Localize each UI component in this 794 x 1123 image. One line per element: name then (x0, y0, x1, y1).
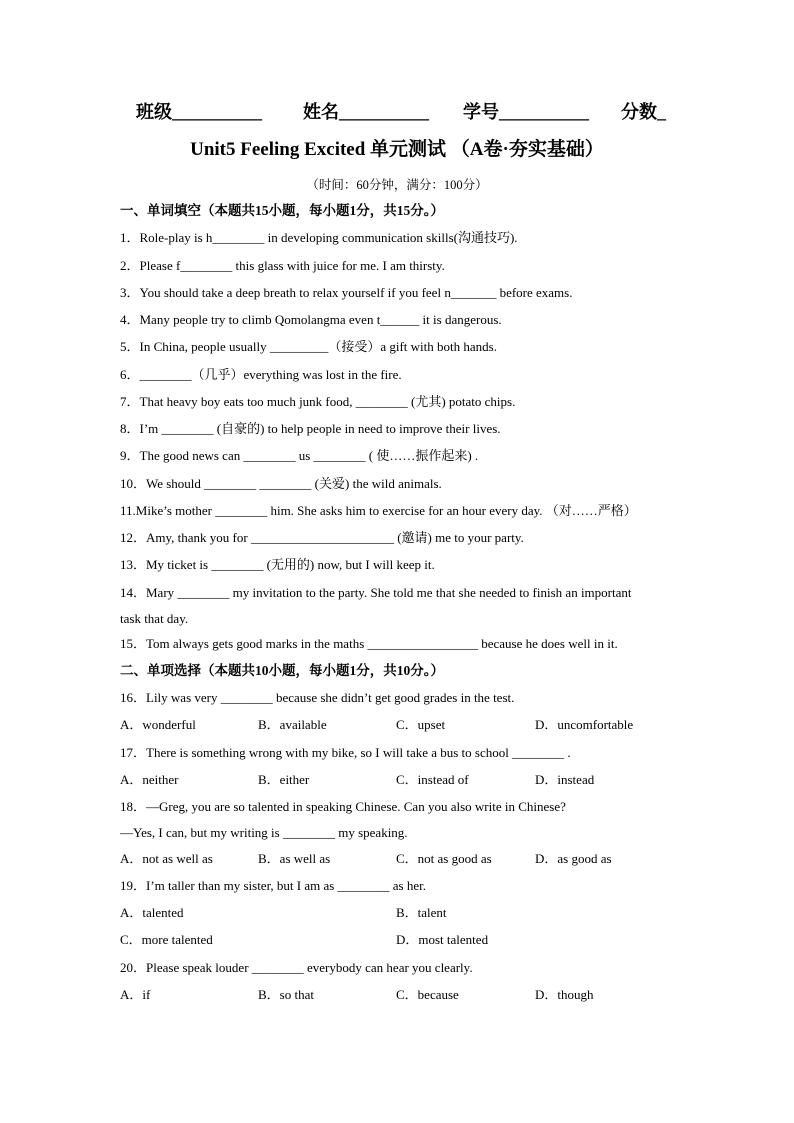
question-14-continued: task that day. (120, 611, 189, 626)
question-3: 3．You should take a deep breath to relax yourself if you feel n_______ before exams. (120, 285, 573, 300)
question-20-option-c: C．because (396, 987, 459, 1002)
question-16-option-d: D．uncomfortable (535, 717, 634, 732)
question-1: 1．Role-play is h________ in developing communication skills(沟通技巧). (120, 230, 518, 245)
exam-time-note: （时间：60分钟，满分：100分） (306, 178, 488, 192)
section1-heading: 一、单词填空（本题共15小题，每小题1分，共15分。） (120, 203, 444, 218)
question-19-option-b: B．talent (396, 905, 447, 920)
question-16-stem: 16．Lily was very ________ because she didn’t get good grades in the test. (120, 690, 515, 705)
question-15: 15．Tom always gets good marks in the maths _________________ because he does well in it. (120, 636, 618, 651)
question-18-option-c: C．not as good as (396, 851, 492, 866)
question-11: 11.Mike’s mother ________ him. She asks him to exercise for an hour every day. （对……严格） (120, 503, 637, 518)
question-9: 9．The good news can ________ us ________ ( 使……振作起来) . (120, 448, 479, 463)
page-title: Unit5 Feeling Excited 单元测试 （A卷·夯实基础） (190, 139, 604, 160)
question-5: 5．In China, people usually _________（接受）a gift with both hands. (120, 339, 497, 354)
question-19-option-a: A．talented (120, 905, 184, 920)
question-20-option-a: A．if (120, 987, 151, 1002)
section2-heading: 二、单项选择（本题共10小题，每小题1分，共10分。） (120, 663, 444, 678)
question-7: 7．That heavy boy eats too much junk food, ________ (尤其) potato chips. (120, 394, 516, 409)
question-12: 12．Amy, thank you for ______________________ (邀请) me to your party. (120, 530, 524, 545)
question-17-option-c: C．instead of (396, 772, 469, 787)
question-18-option-d: D．as good as (535, 851, 612, 866)
question-2: 2．Please f________ this glass with juice for me. I am thirsty. (120, 258, 445, 273)
question-20-stem: 20．Please speak louder ________ everybody can hear you clearly. (120, 960, 473, 975)
question-20-option-b: B．so that (258, 987, 314, 1002)
question-13: 13．My ticket is ________ (无用的) now, but I will keep it. (120, 557, 435, 572)
question-16-option-a: A．wonderful (120, 717, 196, 732)
question-14: 14．Mary ________ my invitation to the party. She told me that she needed to finish an important (120, 585, 632, 600)
question-17-option-b: B．either (258, 772, 310, 787)
question-17-stem: 17．There is something wrong with my bike, so I will take a bus to school ________ . (120, 745, 571, 760)
question-18-option-a: A．not as well as (120, 851, 213, 866)
question-20-option-d: D．though (535, 987, 594, 1002)
question-16-option-b: B．available (258, 717, 327, 732)
score-field: 分数_ (621, 102, 666, 122)
question-10: 10．We should ________ ________ (关爱) the wild animals. (120, 476, 442, 491)
question-19-option-c: C．more talented (120, 932, 213, 947)
question-17-option-d: D．instead (535, 772, 595, 787)
question-8: 8．I’m ________ (自豪的) to help people in need to improve their lives. (120, 421, 501, 436)
question-18-option-b: B．as well as (258, 851, 331, 866)
name-field: 姓名__________ (303, 102, 429, 122)
question-18-reply: —Yes, I can, but my writing is ________ my speaking. (120, 825, 408, 840)
question-6: 6．________（几乎）everything was lost in the fire. (120, 367, 402, 382)
class-field: 班级__________ (136, 102, 262, 122)
question-16-option-c: C．upset (396, 717, 446, 732)
student-id-field: 学号__________ (463, 102, 589, 122)
question-17-option-a: A．neither (120, 772, 179, 787)
question-4: 4．Many people try to climb Qomolangma even t______ it is dangerous. (120, 312, 502, 327)
question-19-stem: 19．I’m taller than my sister, but I am as ________ as her. (120, 878, 427, 893)
question-19-option-d: D．most talented (396, 932, 489, 947)
question-18-stem: 18．—Greg, you are so talented in speaking Chinese. Can you also write in Chinese? (120, 799, 566, 814)
